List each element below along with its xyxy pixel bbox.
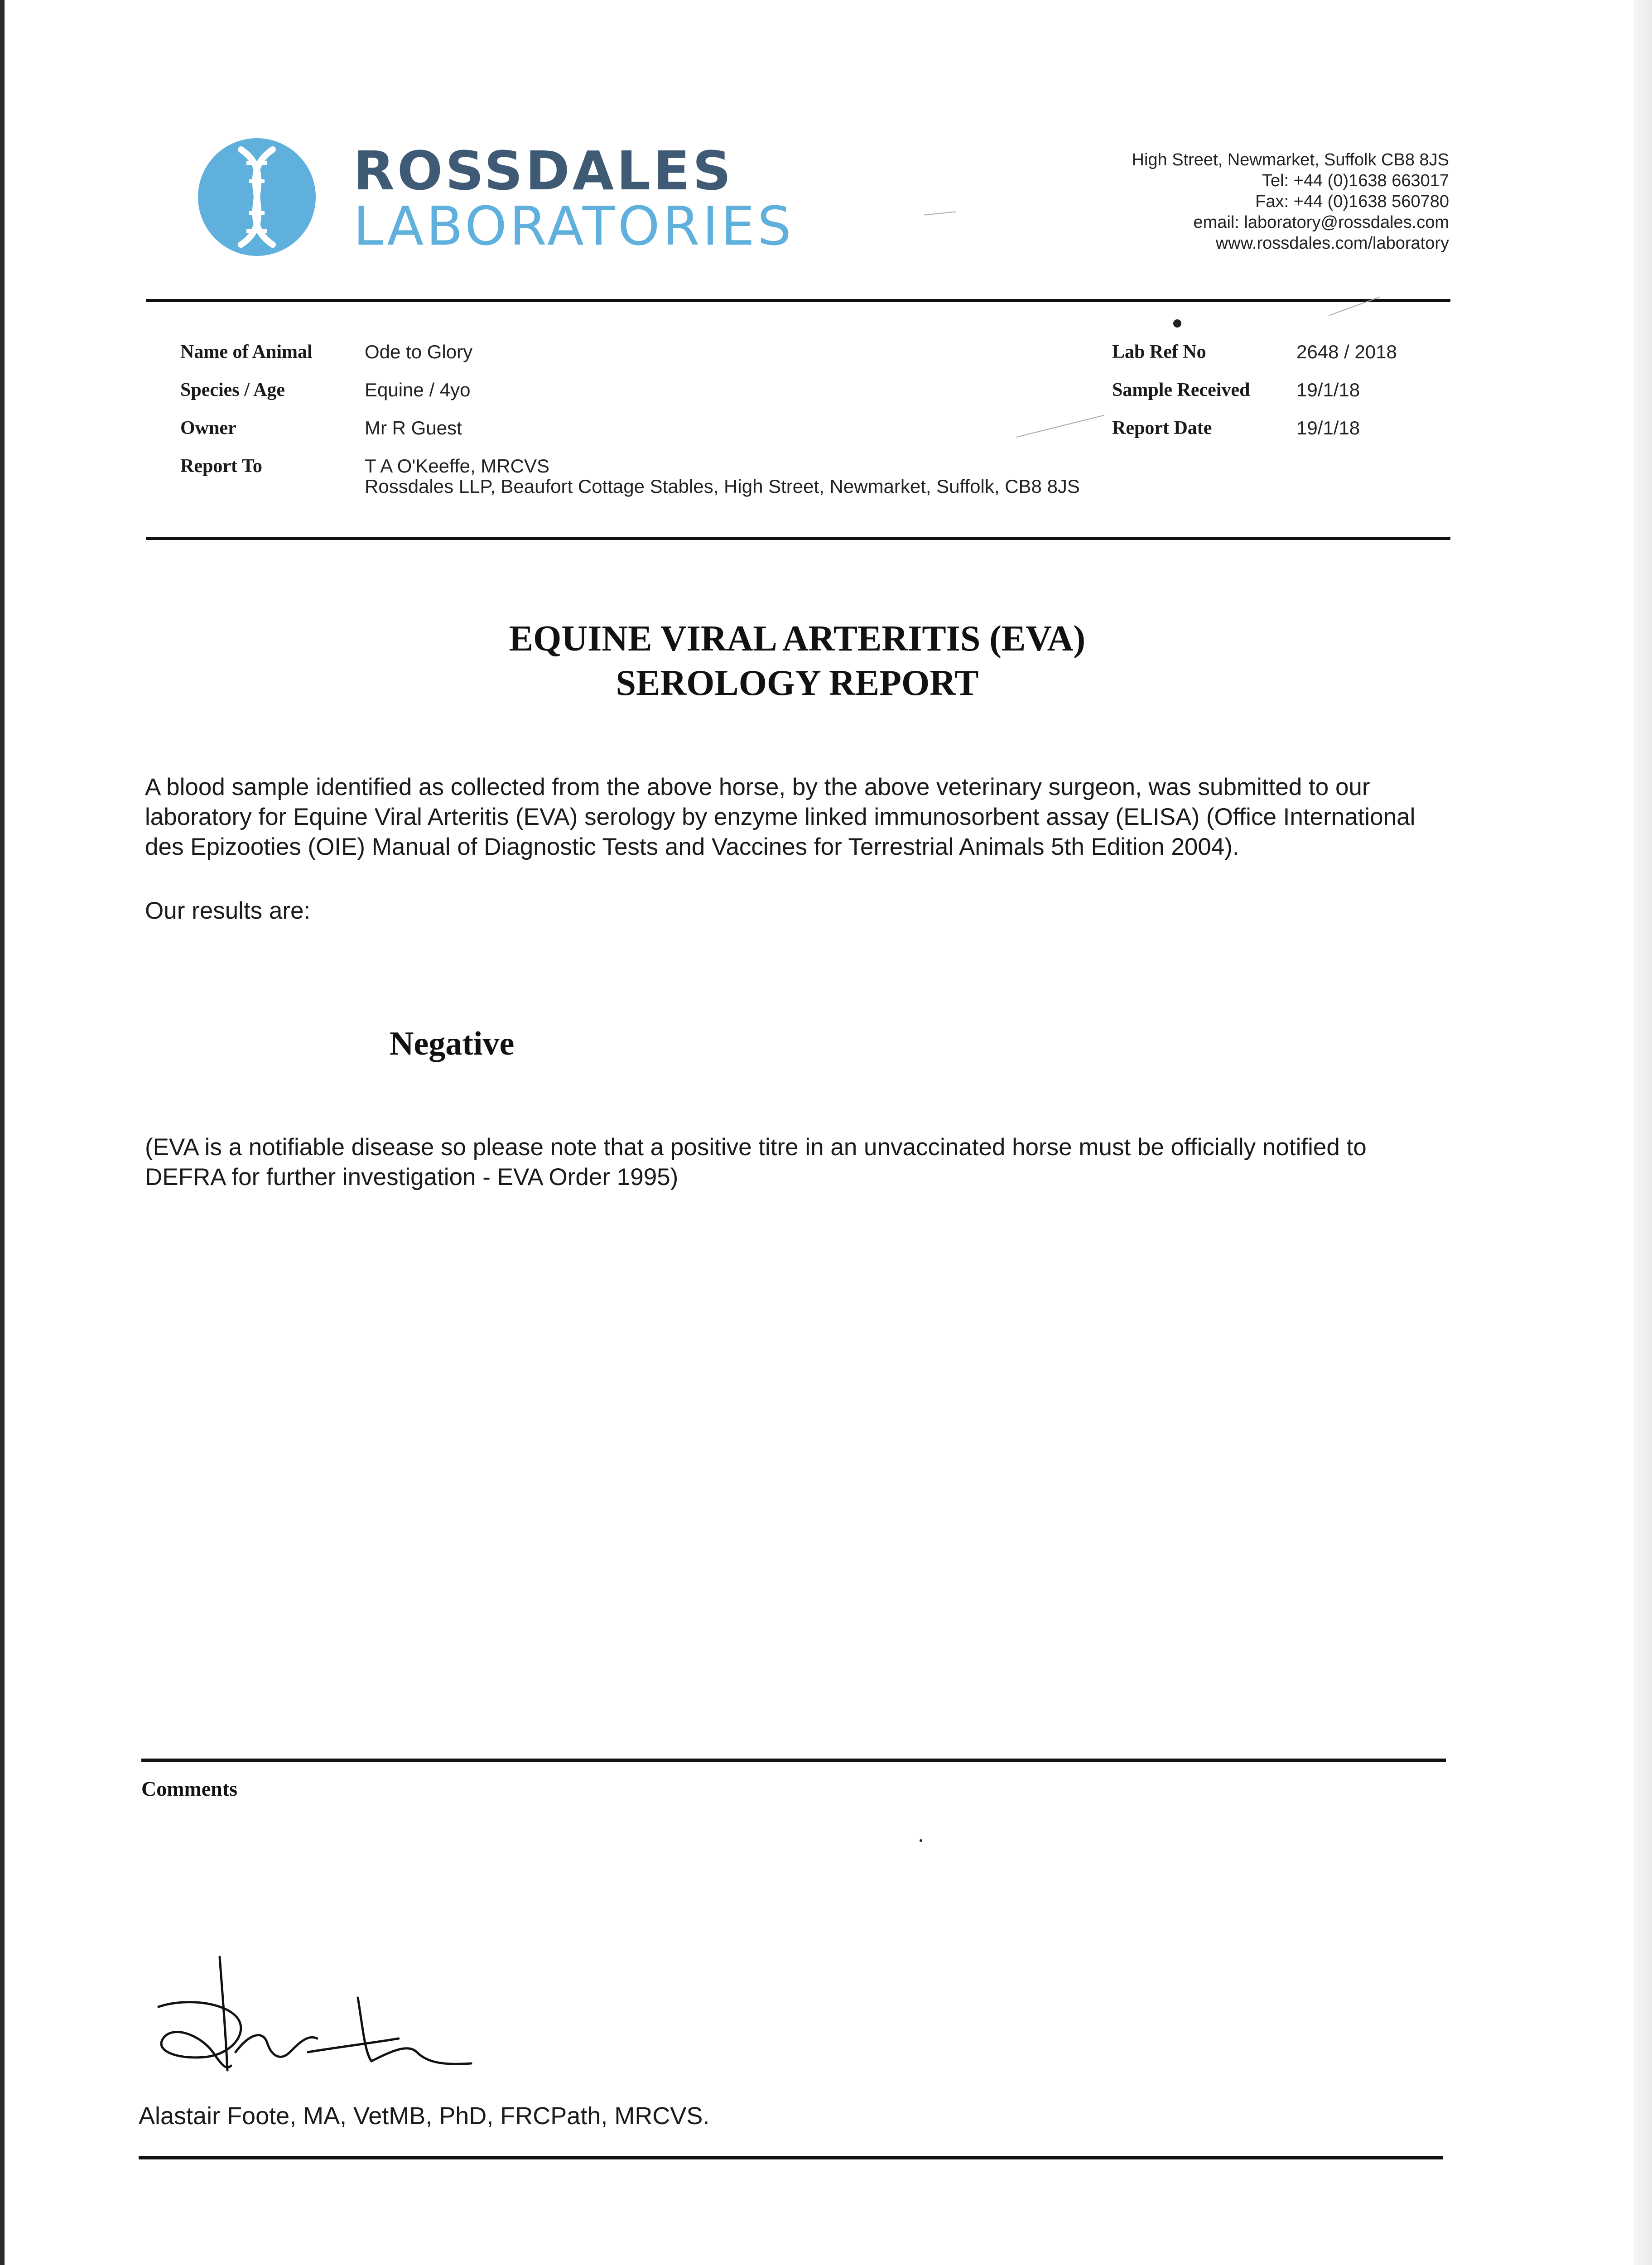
scan-edge <box>1634 0 1652 2265</box>
phone-line: Tel: +44 (0)1638 663017 <box>1262 171 1449 190</box>
lab-address <box>1041 149 1449 254</box>
sample-received-value: 19/1/18 <box>1296 379 1360 400</box>
name-value: Ode to Glory <box>365 341 473 362</box>
signature-image <box>145 1916 489 2088</box>
scan-stroke <box>924 211 956 215</box>
scan-speck <box>1173 319 1181 328</box>
scan-stroke <box>1016 415 1104 438</box>
fax-line: Fax: +44 (0)1638 560780 <box>1255 192 1449 211</box>
species-value: Equine / 4yo <box>365 379 471 400</box>
dna-helix-icon <box>196 136 318 258</box>
lab-ref-value: 2648 / 2018 <box>1296 341 1397 362</box>
owner-label: Owner <box>180 418 236 439</box>
owner-value: Mr R Guest <box>365 417 462 439</box>
header-divider <box>146 299 1450 302</box>
comments-label: Comments <box>141 1777 238 1800</box>
notifiable-note: (EVA is a notifiable disease so please note that a positive titre in an unvaccinated horse must be officially notified to DEFRA for further investigation - EVA Order 1995) <box>145 1134 1367 1190</box>
report-to-label: Report To <box>180 456 262 477</box>
patient-labels <box>180 333 313 485</box>
footer-divider <box>139 2156 1443 2159</box>
comments-divider <box>141 1759 1446 1762</box>
lab-values <box>1296 333 1397 447</box>
logo-wordmark-bottom: LABORATORIES <box>353 195 794 257</box>
lab-labels <box>1112 333 1250 447</box>
report-to-value: T A O'Keeffe, MRCVS <box>365 455 549 477</box>
report-subtitle: SEROLOGY REPORT <box>616 663 979 703</box>
email-line: email: laboratory@rossdales.com <box>1193 213 1449 232</box>
scan-edge <box>0 0 5 2265</box>
address-line: High Street, Newmarket, Suffolk CB8 8JS <box>1132 150 1449 169</box>
results-lead: Our results are: <box>145 897 311 924</box>
sample-received-label: Sample Received <box>1112 380 1250 400</box>
signatory-name: Alastair Foote, MA, VetMB, PhD, FRCPath, MRCVS. <box>139 2102 710 2130</box>
logo-wordmark-top: ROSSDALES <box>353 140 734 202</box>
scan-speck <box>920 1839 922 1842</box>
website-line: www.rossdales.com/laboratory <box>1215 234 1449 253</box>
name-label: Name of Animal <box>180 342 313 362</box>
patient-values <box>365 333 549 485</box>
lab-ref-label: Lab Ref No <box>1112 342 1206 362</box>
report-date-value: 19/1/18 <box>1296 417 1360 439</box>
intro-paragraph: A blood sample identified as collected from the above horse, by the above veterinary surgeon, was submitted to our laboratory for Equine Viral Arteritis (EVA) serology by enzyme linked immunosorbent assay (ELISA) (Office International des Epizooties (OIE) Manual of Diagnostic Tests and Vaccines for Terrestrial Animals 5th Edition 2004). <box>145 774 1416 860</box>
report-date-label: Report Date <box>1112 418 1212 439</box>
report-to-address: Rossdales LLP, Beaufort Cottage Stables, High Street, Newmarket, Suffolk, CB8 8JS <box>365 476 1080 497</box>
test-result: Negative <box>390 1025 515 1062</box>
report-title: EQUINE VIRAL ARTERITIS (EVA) <box>509 619 1086 659</box>
info-divider <box>146 537 1450 540</box>
species-label: Species / Age <box>180 380 285 400</box>
